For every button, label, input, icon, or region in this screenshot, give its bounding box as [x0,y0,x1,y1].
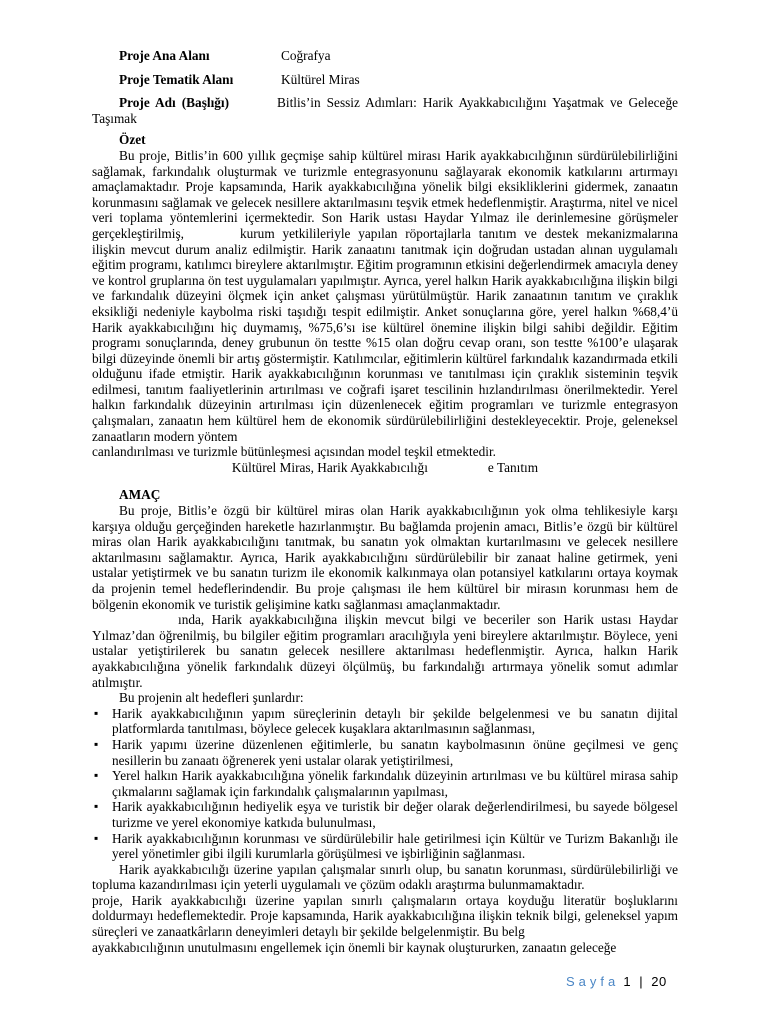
footer-page-label: Sayfa [566,974,620,989]
list-item: ▪ Harik ayakkabıcılığının yapım süreçlerinin detaylı bir şekilde belgelenmesi ve bu sanatın dijital platformlarda tanıtılması, böylece gelecek kuşaklara aktarılmasının sağlanması, [92,706,678,737]
project-name-label: Proje Adı (Başlığı) [119,95,230,111]
list-item: ▪ Harik yapımı üzerine düzenlenen eğitimlerle, bu sanatın kaybolmasının önüne geçilmesi ve genç nesillerin bu zanaatı öğrenerek yeni ustalar olarak yetiştirilmesi, [92,737,678,768]
list-item: ▪ Harik ayakkabıcılığının korunması ve sürdürülebilir hale getirilmesi için Kültür ve Turizm Bakanlığı ile yerel yönetimler gibi ilgili kurumlarla görüşülmesi ve işbirliğinin sağlanması. [92,831,678,862]
aim-heading: AMAÇ [119,487,161,503]
summary-heading: Özet [119,132,146,148]
project-area-row [92,48,678,64]
aim-paragraph-1: Bu proje, Bitlis’e özgü bir kültürel miras olan Harik ayakkabıcılığının yok olma tehlikesiyle karşı karşıya olduğu gerçeğinden hareketle hazırlanmıştır. Bu bağlamda projenin amacı, Bitlis’e özgü bir kültürel miras olan Harik ayakkabıcılığını tanıtmak, bu sanatın yok olmaktan kurtarılmasını ve gelecek nesillere aktarılmasını sağlamaktır. Ayrıca, Harik ayakkabıcılığını sürdürülebilir bir zanaat haline getirmek, yeni ustalar yetiştirmek ve bu sanatın turizm ile ekonomik kalkınmaya olan potansiyel katkılarını ortaya koymak da projenin temel hedeflerindendir. Bu proje çalışması ile hem kültürel bir mirasın korunması hem de bölgenin ekonomik ve turistik gelişimine katkı sağlanması amaçlanmaktadır. [92,503,678,612]
document-page [92,48,678,955]
aim-paragraph-5: ayakkabıcılığının unutulmasını engellemek için önemli bir kaynak oluştururken, zanaatın geleceğe [92,939,617,955]
list-item: ▪ Yerel halkın Harik ayakkabıcılığına yönelik farkındalık düzeyinin artırılması ve bu kültürel mirasa sahip çıkmalarını sağlamak için farkındalık çalışmalarının yapılması, [92,768,678,799]
aim-paragraph-2 [92,612,678,690]
subgoals-list [92,706,678,862]
project-theme-row [92,72,678,88]
summary-text-1: Bu proje, Bitlis’in 600 yıllık geçmişe sahip kültürel mirası Harik ayakkabıcılığının sürdürülebilirliğini sağlamak, farkındalık oluşturmak ve turizmle entegrasyonunu sağlayarak ekonomik katkılarını artırmayı amaçlamaktadır. Proje kapsamında, Harik ayakkabıcılığına yönelik bilgi eksikliklerini gidermek, zanaatın korunmasını sağlamak ve gelecek nesillere aktarılmasını teşvik etmek hedeflenmiştir. Araştırma, nitel ve nicel veri toplama yöntemlerini içermektedir. Son Harik ustası Haydar Yılmaz ile derinlemesine görüşmeler gerçekleştirilmiş, [92,147,678,241]
keywords-b: e Tanıtım [487,459,539,475]
project-area-label: Proje Ana Alanı [119,48,210,63]
project-theme-label: Proje Tematik Alanı [119,71,234,87]
keywords-line [92,460,678,476]
list-item: ▪ Harik ayakkabıcılığının hediyelik eşya ve turistik bir değer olarak değerlendirilmesi, bu sayede bölgesel turizme ve yerel ekonomiye katkıda bulunulması, [92,799,678,830]
project-area-value: Coğrafya [281,48,331,63]
project-name-value: Bitlis’in Sessiz Adımları: Harik Ayakkabıcılığını Yaşatmak ve Geleceğe Taşımak [92,95,678,126]
aim-paragraph-3: Harik ayakkabıcılığı üzerine yapılan çalışmalar sınırlı olup, bu sanatın korunması, sürdürülebilirliği ve topluma kazandırılması için yeterli uygulamalı ve çözüm odaklı araştırma bulunmamaktadır. [92,861,678,893]
project-name-row [92,95,678,126]
footer-page-total: 20 [651,974,667,989]
aim-paragraph-2-text: ında, Harik ayakkabıcılığına ilişkin mevcut bilgi ve beceriler son Harik ustası Haydar Yılmaz’dan öğrenilmiş, bu bilgiler eğitim programları aracılığıyla yeni bireylere aktarılmıştır. Böylece, yeni ustalar yetiştirilerek bu sanatın gelecek nesillere aktarılması hedeflenmiştir. Ayrıca, halkın Harik ayakkabıcılığına yönelik farkındalık düzeyi ölçülmüş, bu farkındalığı artırmaya yönelik somut adımlar atılmıştır. [92,612,678,690]
aim-subgoals-intro: Bu projenin alt hedefleri şunlardır: [119,690,304,706]
keywords-a: Kültürel Miras, Harik Ayakkabıcılığı [231,459,428,475]
footer-page-number: 1 [623,974,632,989]
summary-paragraph [92,148,678,444]
summary-text-3: canlandırılması ve turizmle bütünleşmesi açısından model teşkil etmektedir. [92,444,496,460]
page-footer [566,974,667,989]
project-theme-value: Kültürel Miras [281,71,360,87]
aim-paragraph-4: proje, Harik ayakkabıcılığı üzerine yapılan sınırlı çalışmaların ortaya koyduğu literatür boşluklarını doldurmayı hedeflemektedir. Proje kapsamında, Harik ayakkabıcılığına ilişkin teknik bilgi, geleneksel yapım süreçleri ve zanaatkârların deneyimleri detaylı bir şekilde belgelenmiştir. Bu belg [92,892,678,940]
footer-separator: | [639,974,644,989]
summary-text-2: kurum yetkilileriyle yapılan röportajlarla tanıtım ve destek mekanizmalarına ilişkin mevcut durum analiz edilmiştir. Harik zanaatını tanıtmak için doğrudan ustadan alınan uygulamalı eğitim programı, katılımcı bireylere aktarılmıştır. Eğitim programının etkisini değerlendirmek amacıyla deney ve kontrol gruplarına ön test uygulamaları yapılmıştır. Ayrıca, yerel halkın Harik ayakkabıcılığına ilişkin bilgi ve farkındalık düzeyini ölçmek için anket çalışması yürütülmüştür. Harik zanaatının tanıtım ve çıraklık eksikliği nedeniyle kaybolma riski taşıdığı tespit edilmiştir. Anket sonuçlarına göre, yerel halkın %68,4’ü Harik ayakkabıcılığını hiç duymamış, %75,6’sı ise kültürel önemine ilişkin bilgi sahibi değildir. Eğitim programı sonuçlarında, deney grubunun ön testte %15 olan doğru cevap oranı, son testte %100’e ulaşarak bilgi düzeyinde önemli bir artış göstermiştir. Katılımcılar, eğitimlerin kültürel farkındalık kazandırmada etkili olduğunu ifade etmiştir. Harik ayakkabıcılığının korunması ve tanıtılması için çıraklık sisteminin teşvik edilmesi, tanıtım faaliyetlerinin artırılması ve coğrafi işaret tescilinin hızlandırılması önerilmektedir. Yerel halkın farkındalık düzeyinin artırılması için düzenlenecek eğitim programları ve turizmle entegrasyon çalışmaları, zanaatın hem kültürel hem de ekonomik sürdürülebilirliğini destekleyecektir. Proje, geleneksel zanaatların modern yöntem [92,225,678,444]
